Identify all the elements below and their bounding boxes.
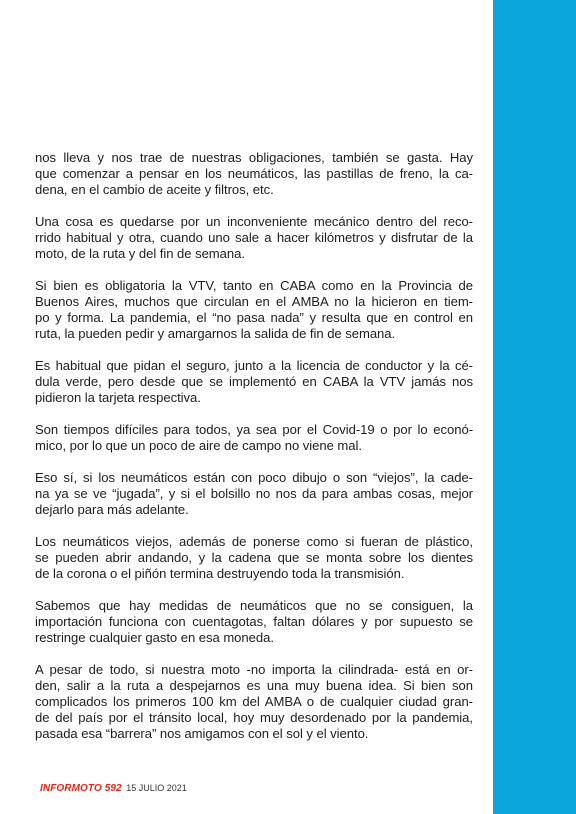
text-line: Son tiempos difíciles para todos, ya sea por el Covid-19 o por lo econó- [35, 422, 473, 437]
text-line: restringe cualquier gasto en esa moneda. [35, 630, 274, 645]
text-line: Una cosa es quedarse por un inconveniente mecánico dentro del reco- [35, 214, 473, 229]
text-line: Es habitual que pidan el seguro, junto a la licencia de conductor y la cé- [35, 358, 473, 373]
text-line: de del país por el tránsito local, hoy muy desordenado por la pandemia, [35, 710, 473, 725]
article-body [35, 150, 473, 758]
paragraph [35, 534, 473, 582]
issue-date: 15 JULIO 2021 [126, 783, 187, 793]
paragraph [35, 662, 473, 742]
text-line: Sabemos que hay medidas de neumáticos que no se consiguen, la [35, 598, 473, 613]
paragraph [35, 150, 473, 198]
text-line: den, salir a la ruta a despejarnos es una muy buena idea. Si bien son [35, 678, 473, 693]
text-line: A pesar de todo, si nuestra moto -no importa la cilindrada- está en or- [35, 662, 473, 677]
paragraph [35, 470, 473, 518]
text-line: na ya se ve “jugada”, y si el bolsillo no nos da para ambas cosas, mejor [35, 486, 473, 501]
side-color-band [493, 0, 576, 814]
text-line: de la corona o el piñón termina destruyendo toda la transmisión. [35, 566, 405, 581]
page-footer [40, 783, 187, 794]
text-line: Buenos Aires, muchos que circulan en el AMBA no la hicieron en tiem- [35, 294, 473, 309]
text-line: Los neumáticos viejos, además de ponerse como si fueran de plástico, [35, 534, 473, 549]
text-line: dula verde, pero desde que se implementó en CABA la VTV jamás nos [35, 374, 473, 389]
text-line: complicados los primeros 100 km del AMBA o de cualquier ciudad gran- [35, 694, 473, 709]
text-line: pasada esa “barrera” nos amigamos con el sol y el viento. [35, 726, 369, 741]
paragraph [35, 278, 473, 342]
text-line: moto, de la ruta y del fin de semana. [35, 246, 245, 261]
paragraph [35, 422, 473, 454]
text-line: rrido habitual y otra, cuando uno sale a hacer kilómetros y disfrutar de la [35, 230, 473, 245]
text-line: pidieron la tarjeta respectiva. [35, 390, 201, 405]
text-line: se pueden abrir andando, y la cadena que se monta sobre los dientes [35, 550, 473, 565]
magazine-brand: INFORMOTO 592 [40, 783, 122, 794]
paragraph [35, 358, 473, 406]
text-line: dena, en el cambio de aceite y filtros, etc. [35, 182, 274, 197]
text-line: Eso sí, si los neumáticos están con poco dibujo o son “viejos”, la cade- [35, 470, 473, 485]
text-line: Si bien es obligatoria la VTV, tanto en CABA como en la Provincia de [35, 278, 473, 293]
text-line: que comenzar a pensar en los neumáticos, las pastillas de freno, la ca- [35, 166, 473, 181]
text-line: po y forma. La pandemia, el “no pasa nada” y resulta que en control en [35, 310, 473, 325]
text-line: nos lleva y nos trae de nuestras obligaciones, también se gasta. Hay [35, 150, 473, 165]
paragraph [35, 214, 473, 262]
text-line: mico, por lo que un poco de aire de campo no viene mal. [35, 438, 362, 453]
text-line: importación funciona con cuentagotas, faltan dólares y por supuesto se [35, 614, 473, 629]
paragraph [35, 598, 473, 646]
text-line: ruta, la pueden pedir y amargarnos la salida de fin de semana. [35, 326, 396, 341]
text-line: dejarlo para más adelante. [35, 502, 189, 517]
